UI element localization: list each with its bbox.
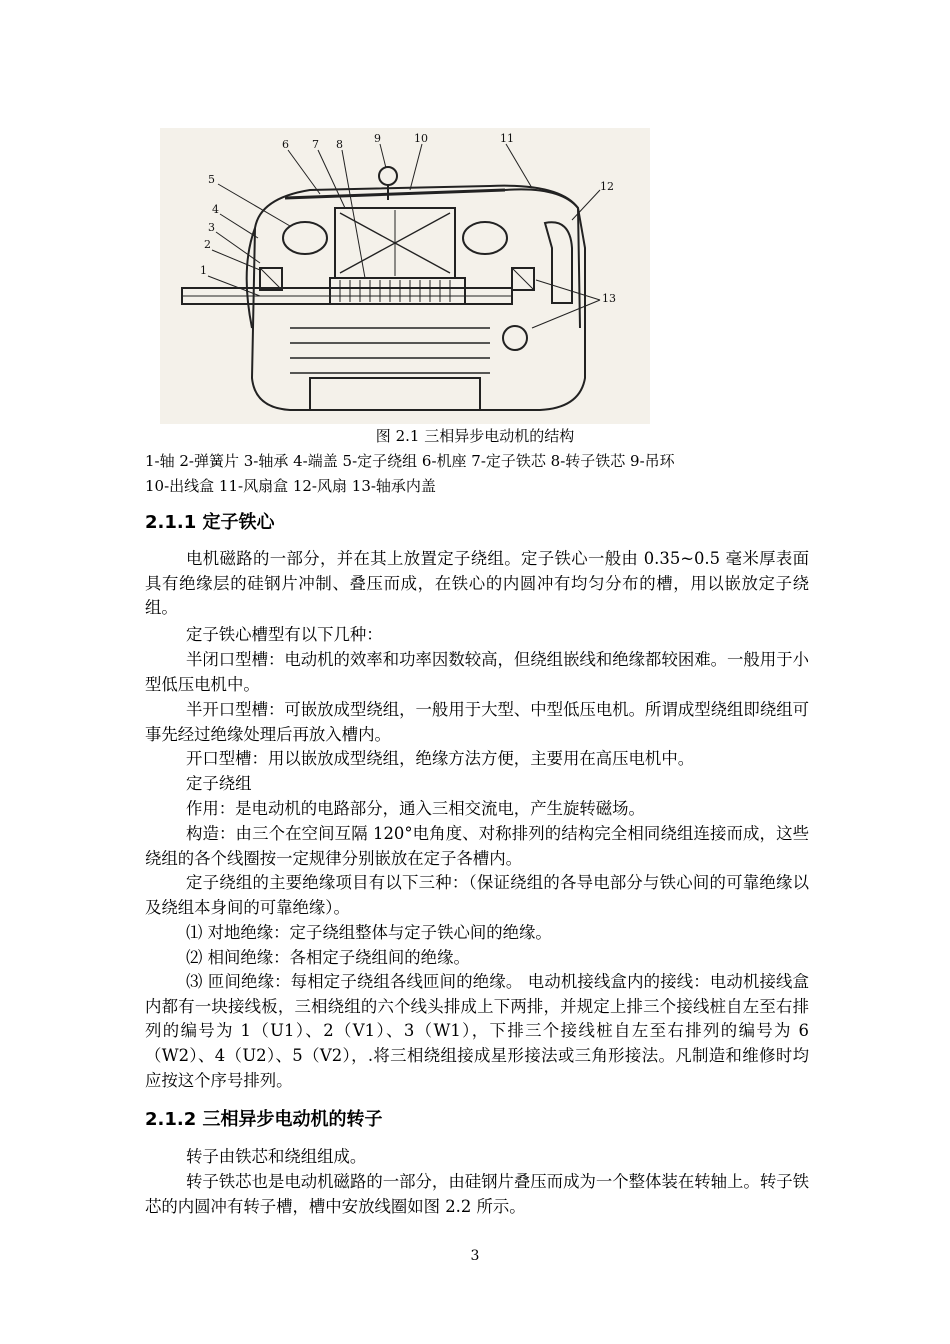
- paragraph: 定子绕组的主要绝缘项目有以下三种：（保证绕组的各导电部分与铁心间的可靠绝缘以及绕组本身间的可靠绝缘）。: [145, 873, 809, 917]
- label-12: 12: [600, 180, 614, 193]
- figure-legend-line2: 10-出线盒 11-风扇盒 12-风扇 13-轴承内盖: [145, 477, 436, 495]
- label-9: 9: [374, 132, 381, 145]
- paragraph: 开口型槽：用以嵌放成型绕组，绝缘方法方便，主要用在高压电机中。: [186, 749, 695, 768]
- base: [310, 378, 480, 410]
- label-2: 2: [204, 238, 211, 251]
- rear-boss: [503, 326, 527, 350]
- motor-structure-figure: [160, 128, 650, 424]
- lifting-ring: [379, 167, 397, 185]
- paragraph: 转子铁芯也是电动机磁路的一部分，由硅钢片叠压而成为一个整体装在转轴上。转子铁芯的内圆冲有转子槽，槽中安放线圈如图 2.2 所示。: [145, 1172, 809, 1216]
- paragraph: 作用：是电动机的电路部分，通入三相交流电，产生旋转磁场。: [186, 799, 645, 818]
- paragraph: 半闭口型槽：电动机的效率和功率因数较高，但绕组嵌线和绝缘都较困难。一般用于小型低压电机中。: [145, 650, 809, 694]
- paragraph: 转子由铁芯和绕组组成。: [186, 1147, 367, 1166]
- stator-winding-right: [463, 222, 507, 254]
- motor-drawing: [160, 128, 650, 424]
- label-13: 13: [602, 292, 616, 305]
- section1-heading: 2.1.1 定子铁心: [145, 512, 275, 533]
- paragraph: 电机磁路的一部分，并在其上放置定子绕组。定子铁心一般由 0.35~0.5 毫米厚表面具有绝缘层的硅钢片冲制、叠压而成，在铁心的内圆冲有均匀分布的槽，用以嵌放定子绕组。: [145, 549, 809, 618]
- frame: [252, 186, 585, 410]
- paragraph: ⑴ 对地绝缘：定子绕组整体与定子铁心间的绝缘。: [186, 923, 552, 942]
- paragraph: 定子绕组: [186, 774, 252, 793]
- label-7: 7: [312, 138, 319, 151]
- label-6: 6: [282, 138, 289, 151]
- paragraph: 构造：由三个在空间互隔 120°电角度、对称排列的结构完全相同绕组连接而成，这些绕组的各个线圈按一定规律分别嵌放在定子各槽内。: [145, 824, 809, 868]
- label-1: 1: [200, 264, 207, 277]
- page-number: 3: [470, 1248, 480, 1264]
- figure-caption: 图 2.1 三相异步电动机的结构: [375, 427, 575, 445]
- section2-heading: 2.1.2 三相异步电动机的转子: [145, 1109, 383, 1130]
- paragraph: ⑶ 匝间绝缘：每相定子绕组各线匝间的绝缘。 电动机接线盒内的接线：电动机接线盒内都有一块接线板，三相绕组的六个线头排成上下两排，并规定上排三个接线桩自左至右排列的编号为 1（U1）、2（V1）、3（W1），下排三个接线桩自左至右排列的编号为 6（W2）、4（U2）、5（V2），.将三相绕组接成星形接法或三角形接法。凡制造和维修时均应按这个序号排列。: [145, 972, 809, 1090]
- fan: [545, 222, 572, 303]
- label-8: 8: [336, 138, 343, 151]
- fan-cover: [505, 189, 580, 328]
- paragraph: ⑵ 相间绝缘：各相定子绕组间的绝缘。: [186, 948, 470, 967]
- paragraph: 定子铁心槽型有以下几种：: [186, 625, 383, 644]
- label-11: 11: [500, 132, 514, 145]
- label-10: 10: [414, 132, 428, 145]
- label-4: 4: [212, 203, 219, 216]
- stator-winding-left: [283, 222, 327, 254]
- figure-legend-line1: 1-轴 2-弹簧片 3-轴承 4-端盖 5-定子绕组 6-机座 7-定子铁芯 8-转子铁芯 9-吊环: [145, 452, 675, 470]
- paragraph: 半开口型槽：可嵌放成型绕组，一般用于大型、中型低压电机。所谓成型绕组即绕组可事先经过绝缘处理后再放入槽内。: [145, 700, 809, 744]
- label-5: 5: [208, 173, 215, 186]
- label-3: 3: [208, 221, 215, 234]
